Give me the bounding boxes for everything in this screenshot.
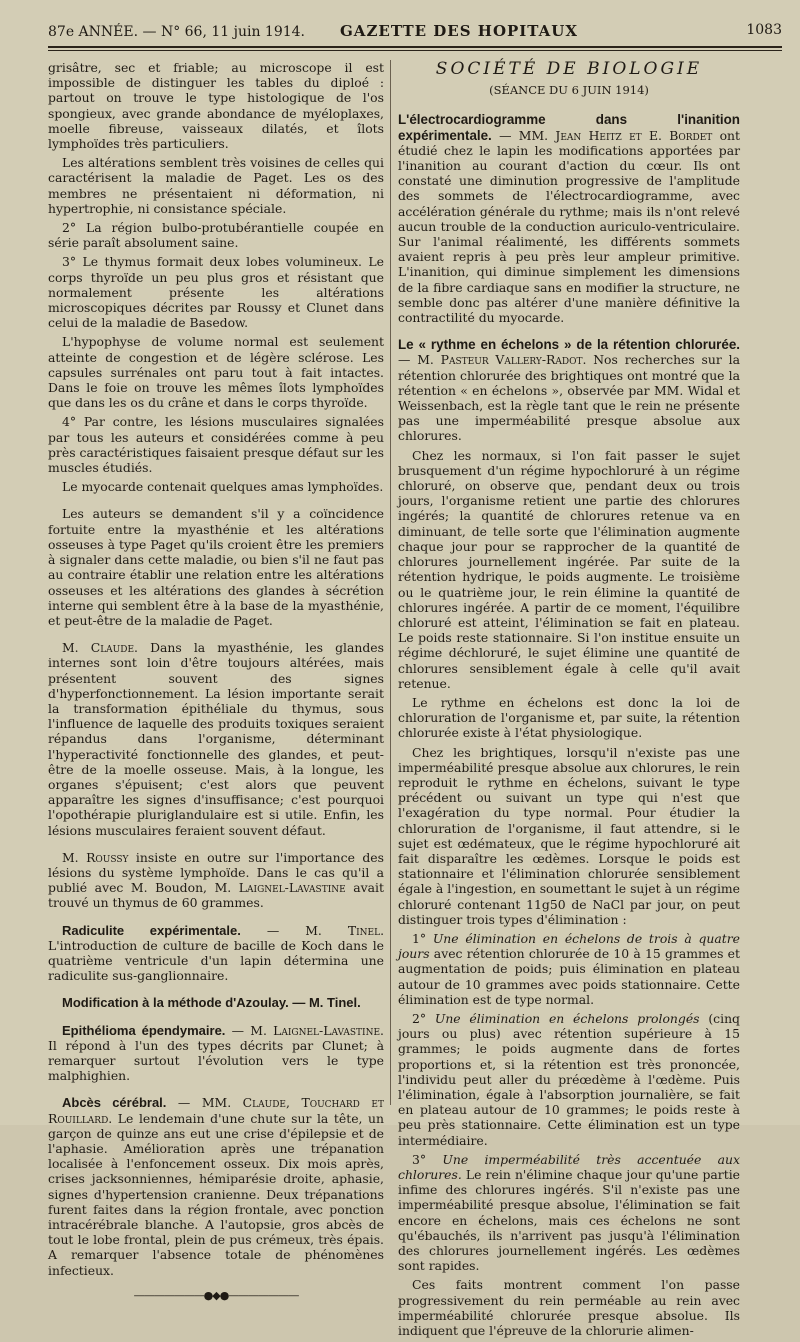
paragraph-roussy <box>48 850 384 911</box>
speaker-name: M. Claude. <box>62 640 138 656</box>
type-2 <box>398 1011 740 1148</box>
section-title: Modification à la méthode d'Azoulay. — M. Tinel. <box>62 995 361 1011</box>
paragraph: Les auteurs se demandent s'il y a coïncidence fortuite entre la myasthénie et les altérations osseuses à type Paget qu'ils croient être les premiers à signaler dans cette maladie, ou bien s'il ne faut pas au contraire établir une relation entre les altérations osseuses et les altérations des glandes à sécrétion interne qui semblent être à la base de la myasthénie, et peut-être de la maladie de Paget. <box>48 506 384 628</box>
section-title: Radiculite expérimentale. <box>62 922 241 938</box>
section-text: L'introduction de culture de bacille de Koch dans le quatrième ventricule d'un lapin détermina une radiculite sus-ganglionnaire. <box>48 937 384 984</box>
section-text: Le lendemain d'une chute sur la tête, un garçon de quinze ans eut une crise d'épilepsie et de l'aphasie. Amélioration après une trépanation localisée à l'enfoncement osseux. Dix mois après, crises jacksonniennes, hémiparésie droite, aphasie, signes d'hypertension cranienne. Deux trépanations furent faites dans la région frontale, avec ponction intracérébrale blanche. A l'autopsie, gros abcès de tout le lobe frontal, plein de pus crémeux, très épais. A remarquer l'absence totale de phénomènes infectieux. <box>48 1110 384 1278</box>
article-ecg <box>398 112 740 325</box>
paragraph: Les altérations semblent très voisines de celles qui caractérisent la maladie de Paget. Les os des membres ne présentaient ni déformation, ni hypertrophie, ni consistance spéciale. <box>48 155 384 216</box>
section-title: Abcès cérébral. <box>62 1095 167 1111</box>
type-text: Le rein n'élimine chaque jour qu'une partie infime des chlorures ingérés. S'il n'existe pas une imperméabilité presque absolue, l'élimination se fait encore en échelons, mais ces échelons ne sont qu'ébauchés, ils n'arrivent pas jusqu'à l'élimination des chlorures journellement ingérés. Les œdèmes sont rapides. <box>398 1167 740 1274</box>
section-modification <box>48 995 384 1010</box>
speaker-text: Dans la myasthénie, les glandes internes sont loin d'être toujours altérées, mais présentent souvent des signes d'hyperfonctionnement. La lésion importante serait la transformation épithéliale du thymus, sous l'influence de laquelle des produits toxiques seraient répandus dans l'organisme, déterminant l'hyperactivité fonctionnelle des glandes, et peut-être de la moelle osseuse. Mais, à la longue, les organes s'épuisent; c'est alors que peuvent apparaître les signes d'insuffisance; c'est pourquoi l'opothérapie pluriglandulaire est si utile. Enfin, les lésions musculaires feraient souvent défaut. <box>48 640 384 838</box>
section-author: — M. Laignel-Lavastine. <box>225 1022 384 1038</box>
section-text: Il répond à l'un des types décrits par Clunet; à remarquer surtout l'évolution vers le type malphighien. <box>48 1037 384 1084</box>
paragraph: Ces faits montrent comment l'on passe progressivement du rein perméable au rein avec imperméabilité chlorurée presque absolue. Ils indiquent que l'épreuve de la chlorurie alimen- <box>398 1277 740 1339</box>
page-number: 1083 <box>746 22 782 38</box>
left-column <box>48 60 384 1303</box>
type-label: Une élimination en échelons de trois à quatre jours <box>398 930 740 962</box>
header-rule <box>48 46 782 48</box>
paragraph: grisâtre, sec et friable; au microscope il est impossible de distinguer les tables du diploé : partout on trouve le type histologique de l'os spongieux, avec grande abondance de myéloplaxes, moelle fibreuse, vaisseaux dilatés, et îlots lymphoïdes très particuliers. <box>48 60 384 152</box>
section-author: — M. Tinel. <box>240 922 385 938</box>
paragraph: L'hypophyse de volume normal est seulement atteinte de congestion et de légère sclérose. Les capsules surrénales ont paru tout à fait intactes. Dans le foie on trouve les mêmes îlots lymphoïdes que dans les os du crâne et dans le corps thyroïde. <box>48 334 384 411</box>
paragraph-claude <box>48 640 384 838</box>
speaker-name: M. Roussy <box>62 849 129 865</box>
article-title: Le « rythme en échelons » de la rétention chlorurée. <box>398 337 740 353</box>
session-date: (SÉANCE DU 6 JUIN 1914) <box>489 83 649 98</box>
journal-title: GAZETTE DES HOPITAUX <box>340 22 579 40</box>
type-1 <box>398 931 740 1007</box>
section-title: Epithélioma épendymaire. <box>62 1022 226 1038</box>
right-column <box>398 60 740 1342</box>
article-rythme <box>398 337 740 443</box>
speaker-name-2: Laignel-Lavastine <box>238 880 346 896</box>
type-number: 3° <box>412 1151 443 1167</box>
type-3 <box>398 1152 740 1274</box>
issue-info: 87e ANNÉE. — N° 66, 11 juin 1914. <box>48 24 306 40</box>
section-ornament: ———————●◆●——————— <box>133 1288 299 1302</box>
column-divider <box>390 60 391 1105</box>
society-title: SOCIÉTÉ DE BIOLOGIE <box>435 59 703 79</box>
section-author: — MM. Claude, Touchard et Rouillard. <box>48 1095 384 1126</box>
section-radiculite <box>48 923 384 984</box>
speaker-text: insiste en outre sur l'importance des lésions du système lymphoïde. Dans le cas qu'il a publié avec M. Boudon, M. <box>48 849 384 896</box>
paragraph: 3° Le thymus formait deux lobes volumineux. Le corps thyroïde un peu plus gros et résistant que normalement présente les altérations microscopiques décrites par Roussy et Clunet dans celui de la maladie de Basedow. <box>48 254 384 331</box>
paragraph: Chez les normaux, si l'on fait passer le sujet brusquement d'un régime hypochloruré à un régime chloruré, on observe que, pendant deux ou trois jours, l'organisme retient une partie des chlorures ingérés; la quantité de chlorures retenue va en diminuant, de telle sorte que l'élimination augmente chaque jour pour se rapprocher de la quantité de chlorures journellement ingérée. Par suite de la rétention hydrique, le poids augmente. Le troisième ou le quatrième jour, le rein élimine la quantité de chlorures ingérée. A partir de ce moment, l'équilibre chloruré est atteint, l'élimination se fait en plateau. Le poids reste stationnaire. Si l'on institue ensuite un régime déchloruré, le sujet élimine une quantité de chlorures sensiblement égale à celle qu'il avait retenue. <box>398 447 740 691</box>
section-abces <box>48 1095 384 1277</box>
paragraph: Le myocarde contenait quelques amas lymphoïdes. <box>62 479 384 495</box>
paragraph: Chez les brightiques, lorsqu'il n'existe pas une imperméabilité presque absolue aux chlorures, le rein reproduit le rythme en échelons, suivant le type précédent ou suivant un type qui n'est que l'exagération du type normal. Pour étudier la chloruration de l'organisme, il faut attendre, si le sujet est œdémateux, que le régime hypochloruré ait fait disparaître les œdèmes. Lorsque le poids est stationnaire et l'élimination chlorurée sensiblement égale à l'ingestion, en soumettant le sujet à un régime chloruré contenant 11g50 de NaCl par jour, on peut distinguer trois types d'élimination : <box>398 744 740 927</box>
article-title: L'électrocardiogramme dans l'inanition expérimentale. <box>398 112 740 143</box>
type-label: Une élimination en échelons prolongés <box>434 1010 700 1026</box>
article-authors: — M. Pasteur Vallery-Radot. <box>398 352 587 368</box>
section-epithelioma <box>48 1023 384 1084</box>
paragraph: 4° Par contre, les lésions musculaires signalées par tous les auteurs et considérées comme à peu près caractéristiques faisaient presque défaut sur les muscles étudiés. <box>48 414 384 476</box>
type-label: Une imperméabilité très accentuée aux chlorures. <box>398 1151 740 1183</box>
article-text: ont étudié chez le lapin les modifications apportées par l'inanition au courant d'action du cœur. Ils ont constaté une diminution progressive de l'amplitude des sommets de l'électrocardiogramme, avec accélération générale du rythme; mais ils n'ont relevé aucun trouble de la conduction auriculo-ventriculaire. Sur l'animal réalimenté, les différents sommets avaient repris à peu près leur ampleur primitive. L'inanition, qui diminue simplement les dimensions de la fibre cardiaque sans en modifier la structure, ne semble donc pas altérer d'une manière définitive la contractilité du myocarde. <box>398 127 740 326</box>
type-text: avec rétention chlorurée de 10 à 15 grammes et augmentation de poids; puis élimination en plateau autour de 10 grammes avec poids stationnaire. Cette élimination est de type normal. <box>398 946 740 1007</box>
article-text: Nos recherches sur la rétention chlorurée des brightiques ont montré que la rétention « en échelons », observée par MM. Widal et Weissenbach, est la règle tant que le rein ne présente pas une imperméabilité presque absolue aux chlorures. <box>398 352 740 444</box>
header-rule-thin <box>48 50 782 51</box>
article-authors: — MM. Jean Heitz et E. Bordet <box>491 127 713 143</box>
speaker-text-2: avait trouvé un thymus de 60 grammes. <box>48 880 385 911</box>
type-text: (cinq jours ou plus) avec rétention supérieure à 15 grammes; le poids augmente dans de fortes proportions et, si la rétention est très prononcée, l'individu peut aller du préœdème à l'œdème. Puis l'élimination, égale à l'absorption journalière, se fait en plateau autour de 10 grammes; le poids reste à peu près stationnaire. Cette élimination est un type intermédiaire. <box>398 1010 740 1148</box>
page-header <box>40 20 782 42</box>
paragraph: Le rythme en échelons est donc la loi de chloruration de l'organisme et, par suite, la rétention chlorurée existe à l'état physiologique. <box>398 694 740 741</box>
type-number: 2° <box>412 1010 435 1026</box>
paragraph: 2° La région bulbo-protubérantielle coupée en série paraît absolument saine. <box>48 220 384 251</box>
type-number: 1° <box>412 930 433 946</box>
